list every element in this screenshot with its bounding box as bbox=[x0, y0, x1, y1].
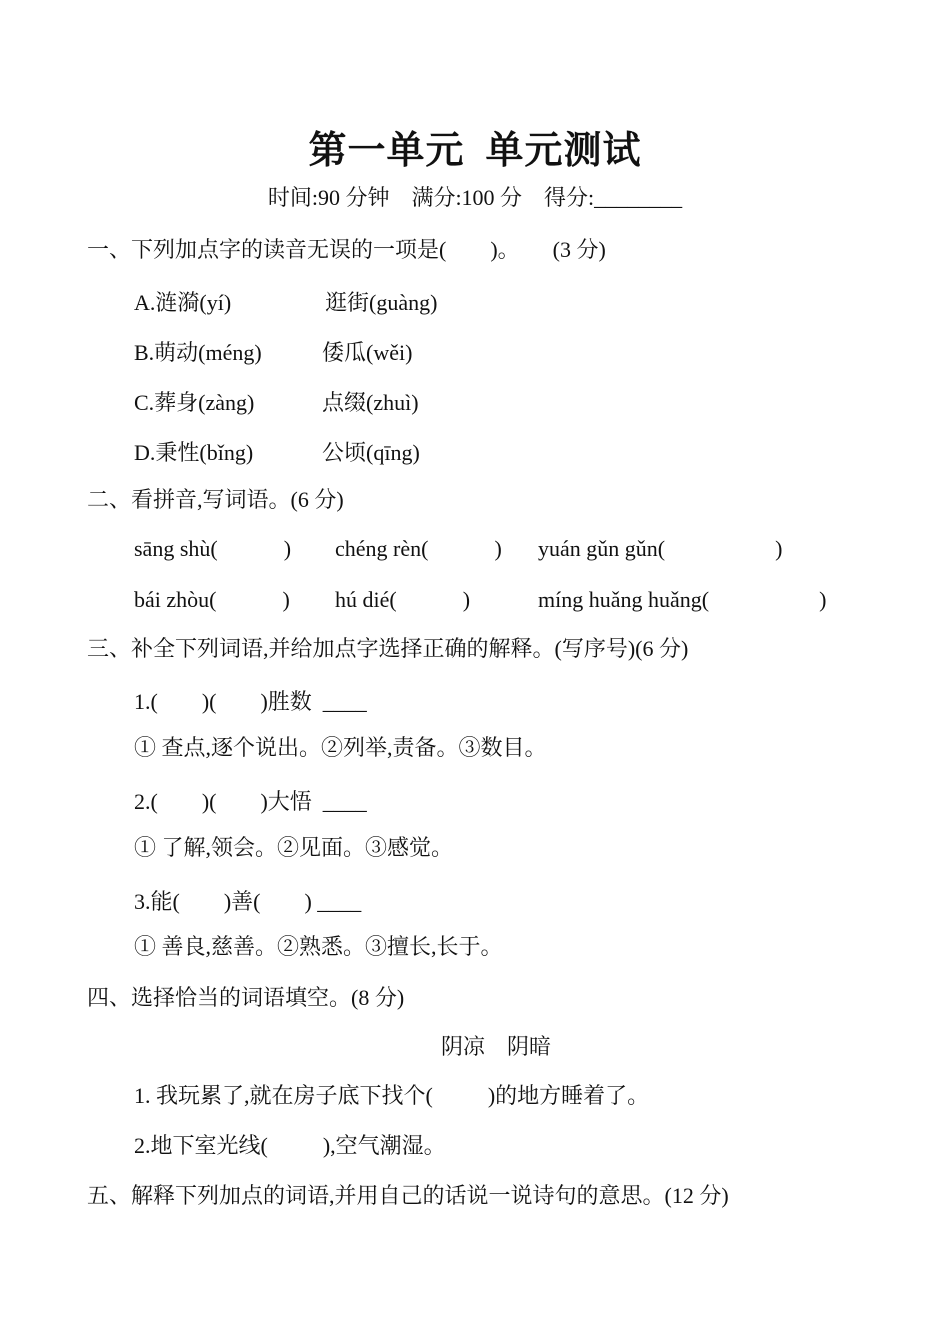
q4-word-choices: 阴凉 阴暗 bbox=[441, 1034, 552, 1059]
q4-sentence-1: 1. 我玩累了,就在房子底下找个( )的地方睡着了。 bbox=[134, 1083, 650, 1108]
q1-option-c-word1: C.葬身(zàng) bbox=[134, 390, 255, 415]
q2-pinyin-item: sāng shù( ) bbox=[134, 536, 292, 561]
q3-item-choices: ① 善良,慈善。②熟悉。③擅长,长于。 bbox=[134, 934, 503, 959]
q3-item-choices: ① 了解,领会。②见面。③感觉。 bbox=[134, 835, 454, 860]
q3-item-choices: ① 查点,逐个说出。②列举,责备。③数目。 bbox=[134, 735, 547, 760]
q2-pinyin-item: míng huǎng huǎng( ) bbox=[538, 587, 827, 612]
q1-option-d-word2: 公顷(qīng) bbox=[322, 440, 420, 465]
q4-sentence-2: 2.地下室光线( ),空气潮湿。 bbox=[134, 1133, 446, 1158]
q2-heading: 二、看拼音,写词语。(6 分) bbox=[87, 487, 344, 512]
q3-item-word: 2.( )( )大悟 ____ bbox=[134, 789, 367, 814]
q2-pinyin-item: bái zhòu( ) bbox=[134, 587, 290, 612]
q5-heading: 五、解释下列加点的词语,并用自己的话说一说诗句的意思。(12 分) bbox=[87, 1183, 729, 1208]
q1-option-c-word2: 点缀(zhuì) bbox=[322, 390, 419, 415]
page-title: 第一单元 单元测试 bbox=[308, 130, 642, 172]
exam-info: 时间:90 分钟 满分:100 分 得分:________ bbox=[267, 185, 683, 210]
q1-option-d-word1: D.秉性(bǐng) bbox=[134, 440, 254, 465]
q1-option-b-word1: B.萌动(méng) bbox=[134, 340, 262, 365]
q3-heading: 三、补全下列词语,并给加点字选择正确的解释。(写序号)(6 分) bbox=[87, 636, 689, 661]
q2-pinyin-item: hú dié( ) bbox=[335, 587, 471, 612]
q1-option-b-word2: 倭瓜(wěi) bbox=[322, 340, 413, 365]
q2-pinyin-item: chéng rèn( ) bbox=[335, 536, 502, 561]
q3-item-word: 3.能( )善( ) ____ bbox=[134, 889, 362, 914]
q4-heading: 四、选择恰当的词语填空。(8 分) bbox=[87, 985, 405, 1010]
q1-heading: 一、下列加点字的读音无误的一项是( )。 (3 分) bbox=[87, 237, 606, 262]
q2-pinyin-item: yuán gǔn gǔn( ) bbox=[538, 536, 783, 561]
q1-option-a-word1: A.涟漪(yí) bbox=[134, 290, 232, 315]
q1-option-a-word2: 逛街(guàng) bbox=[325, 290, 438, 315]
q3-item-word: 1.( )( )胜数 ____ bbox=[134, 689, 367, 714]
